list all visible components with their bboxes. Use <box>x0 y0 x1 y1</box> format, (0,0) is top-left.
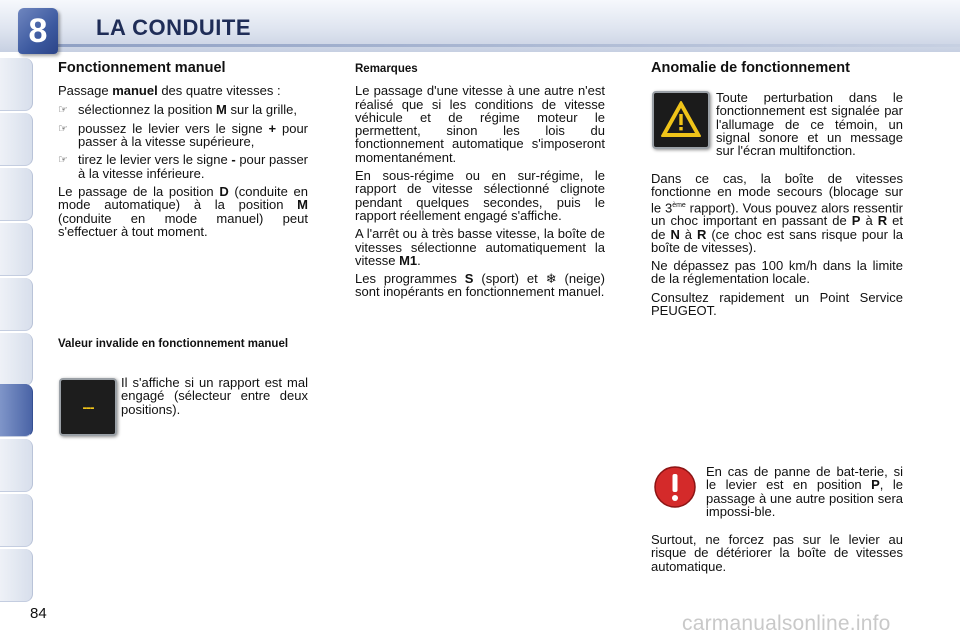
text-run: . <box>417 252 421 268</box>
text-run: Le passage de la position <box>58 184 220 200</box>
text-run: à <box>679 226 697 242</box>
chapter-tab[interactable] <box>0 333 33 386</box>
text-run: rapport). Vous pouvez alors ressentir un choc important en passant de <box>651 199 903 229</box>
battery-text <box>706 465 903 518</box>
text-run: et de <box>651 213 903 242</box>
bullet-text: pour passer à la vitesse inférieure. <box>78 152 309 181</box>
exclamation-alert-icon <box>653 465 697 509</box>
text-run: (conduite en mode automatique) à la position <box>58 184 308 213</box>
warning-text <box>716 91 903 157</box>
text-bold: M1 <box>399 252 418 268</box>
anomaly-body <box>651 172 903 322</box>
anomaly-paragraph: Consultez rapidement un Point Service PEUGEOT. <box>651 289 903 318</box>
chapter-tab[interactable] <box>0 113 33 166</box>
text-run: Dans ce cas, la boîte de vitesses fonctionne en mode secours (blocage sur le 3 <box>651 171 903 215</box>
chapter-tab[interactable] <box>0 494 33 547</box>
bullet-text: tirez le levier vers le signe <box>78 152 232 168</box>
text-bold: P <box>871 477 880 493</box>
force-paragraph: Surtout, ne forcez pas sur le levier au risque de détériorer la boîte de vitesses automatique. <box>651 532 903 574</box>
intro-pre: Passage <box>58 83 113 99</box>
bullet-text: pour passer à la vitesse supérieure, <box>78 120 309 150</box>
bullet-text: sur la grille, <box>226 101 297 117</box>
dashes-warning-icon <box>59 378 117 436</box>
force-warning <box>651 533 903 578</box>
left-column <box>58 62 308 243</box>
watermark: carmanualsonline.info <box>682 612 891 635</box>
text-bold: R <box>697 226 707 242</box>
bullet-text: sélectionnez la position <box>78 101 217 117</box>
list-item <box>58 103 308 117</box>
chapter-tab[interactable] <box>0 223 33 276</box>
chapter-tabs <box>0 58 34 578</box>
anomaly-paragraph <box>651 172 903 254</box>
section-heading-manual: Fonctionnement manuel <box>58 60 226 76</box>
warning-light-icon <box>652 91 710 149</box>
text-bold: M <box>297 197 308 213</box>
anomaly-paragraph: Ne dépassez pas 100 km/h dans la limite de la réglementation locale. <box>651 258 903 287</box>
text-run: à <box>860 213 878 229</box>
bullet-bold: - <box>231 152 236 168</box>
intro-text <box>58 84 308 97</box>
header-divider <box>55 44 960 47</box>
chapter-tab-active[interactable] <box>0 384 33 437</box>
bullet-bold: + <box>268 120 277 136</box>
invalid-value-text <box>121 376 308 416</box>
invalid-value-section <box>58 338 308 357</box>
text-run: (ce choc est sans risque pour la boîte de vitesses). <box>651 226 903 255</box>
dashes-glyph: --- <box>82 399 94 415</box>
battery-paragraph <box>706 465 903 518</box>
chapter-title: LA CONDUITE <box>96 15 252 40</box>
section-heading-invalid: Valeur invalide en fonctionnement manuel <box>58 338 289 350</box>
list-item <box>58 122 308 149</box>
chapter-tab[interactable] <box>0 278 33 331</box>
text-sup: ème <box>672 201 686 209</box>
mode-switch-text <box>58 185 308 238</box>
chapter-tab[interactable] <box>0 549 33 602</box>
right-column <box>651 62 903 84</box>
section-heading-remarks: Remarques <box>355 63 418 75</box>
section-heading-anomaly: Anomalie de fonctionnement <box>651 60 850 76</box>
warning-triangle-icon <box>654 93 708 147</box>
pointing-hand-icon: ☞ <box>58 154 68 167</box>
text-run: A l'arrêt ou à très basse vitesse, la boîte de vitesses sélectionne automatiquement la vitesse <box>355 226 605 268</box>
chapter-tab[interactable] <box>0 439 33 492</box>
remark-paragraph <box>355 272 605 299</box>
text-bold: D <box>219 184 229 200</box>
warning-paragraph: Toute perturbation dans le fonctionnement est signalée par l'allumage de ce témoin, un signal sonore et un message sur l'écran multifonction. <box>716 90 903 159</box>
chapter-number-badge: 8 <box>18 8 58 54</box>
chapter-tab[interactable] <box>0 168 33 221</box>
text-run: Les programmes <box>355 271 465 287</box>
snowflake-icon: ❄ <box>545 271 557 287</box>
remark-paragraph <box>355 227 605 267</box>
text-bold: R <box>877 213 888 229</box>
invalid-text: Il s'affiche si un rapport est mal engagé (sélecteur entre deux positions). <box>121 375 308 417</box>
intro-bold: manuel <box>112 83 158 99</box>
pointing-hand-icon: ☞ <box>58 122 68 135</box>
chapter-tab[interactable] <box>0 58 33 111</box>
middle-column <box>355 63 605 304</box>
remark-paragraph: Le passage d'une vitesse à une autre n'est réalisé que si les conditions de vitesse véhicule et de régime moteur le permettent, sinon les lois du fonctionnement automatique s'imposeront momentanément. <box>355 83 605 165</box>
text-bold: P <box>851 213 861 229</box>
pointing-hand-icon: ☞ <box>58 103 68 116</box>
text-run: (conduite en mode manuel) peut s'effectuer à tout moment. <box>58 210 308 239</box>
text-bold: S <box>464 271 474 287</box>
text-run: (sport) et <box>473 271 546 287</box>
text-bold: N <box>670 226 680 242</box>
page-number: 84 <box>30 605 47 622</box>
text-run: En cas de panne de bat-terie, si le levier est en position <box>706 464 903 493</box>
text-run: , le passage à une autre position sera impossi-ble. <box>706 477 903 519</box>
remark-paragraph: En sous-régime ou en sur-régime, le rapport de vitesse sélectionné clignote pendant quelques secondes, puis le rapport réellement engagé s'affiche. <box>355 168 605 223</box>
bullet-text: poussez le levier vers le signe <box>78 120 269 136</box>
list-item <box>58 153 308 180</box>
intro-post: des quatre vitesses : <box>157 83 281 99</box>
text-run: (neige) sont inopérants en fonctionnement manuel. <box>355 271 605 300</box>
bullet-bold: M <box>216 101 227 117</box>
